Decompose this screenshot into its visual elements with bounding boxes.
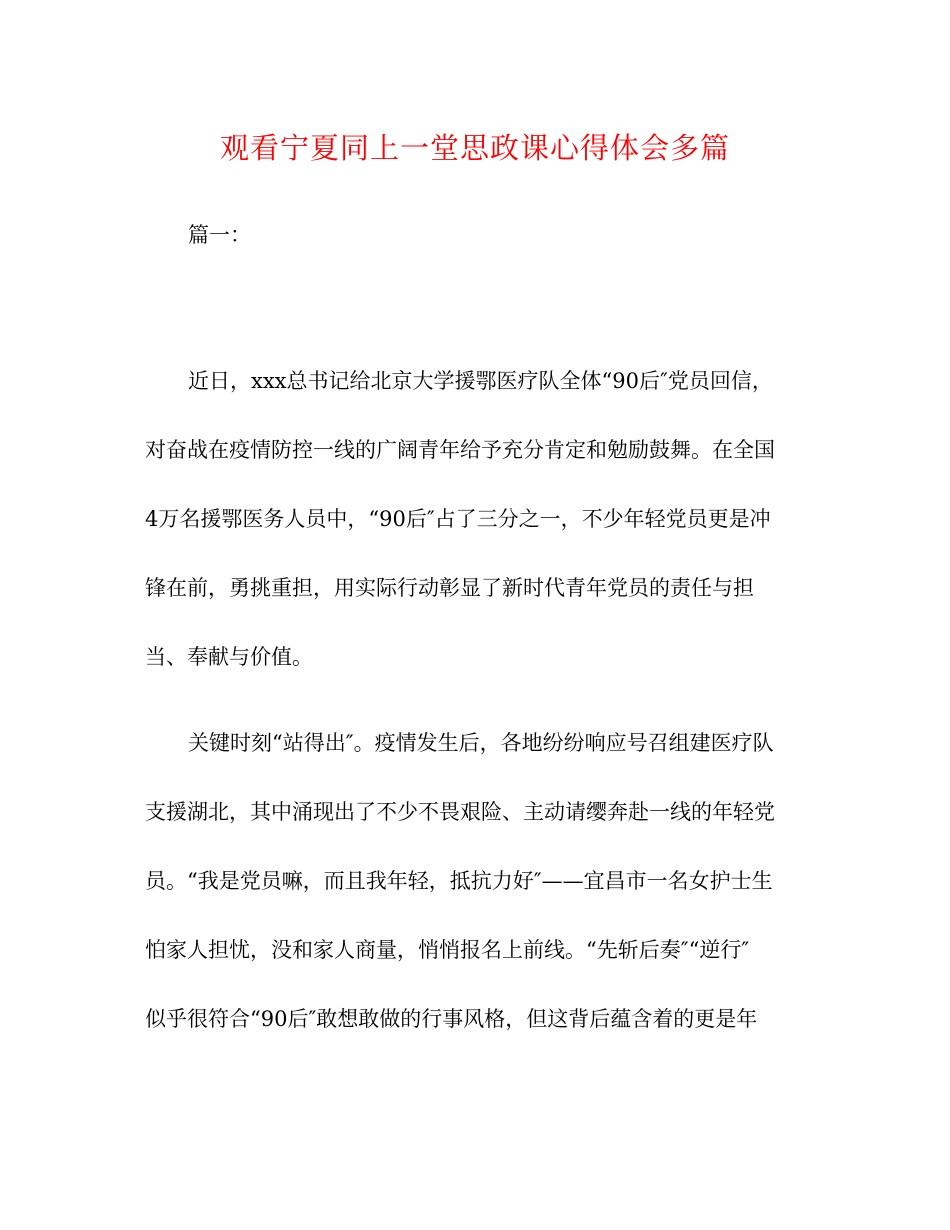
paragraph-line: 近日，xxx总书记给北京大学援鄂医疗队全体“90后″党员回信， xyxy=(188,369,773,393)
paragraph-line: 当、奉献与价值。 xyxy=(145,645,313,669)
paragraph-line: 4万名援鄂医务人员中，“90后″占了三分之一，不少年轻党员更是冲 xyxy=(145,507,771,531)
document-title: 观看宁夏同上一堂思政课心得体会多篇 xyxy=(219,131,730,165)
paragraph-line: 似乎很符合“90后″敢想敢做的行事风格，但这背后蕴含着的更是年 xyxy=(145,1007,758,1031)
paragraph-line: 关键时刻“站得出″。疫情发生后，各地纷纷响应号召组建医疗队 xyxy=(188,731,774,755)
paragraph-line: 员。“我是党员嘛，而且我年轻，抵抗力好″——宜昌市一名女护士生 xyxy=(145,869,773,893)
paragraph-line: 对奋战在疫情防控一线的广阔青年给予充分肯定和勉励鼓舞。在全国 xyxy=(145,438,775,462)
section-label: 篇一： xyxy=(188,223,251,247)
paragraph-line: 支援湖北，其中涌现出了不少不畏艰险、主动请缨奔赴一线的年轻党 xyxy=(145,800,775,824)
paragraph-line: 锋在前，勇挑重担，用实际行动彰显了新时代青年党员的责任与担 xyxy=(145,576,754,600)
paragraph-line: 怕家人担忧，没和家人商量，悄悄报名上前线。“先斩后奏″“逆行″ xyxy=(145,938,750,962)
